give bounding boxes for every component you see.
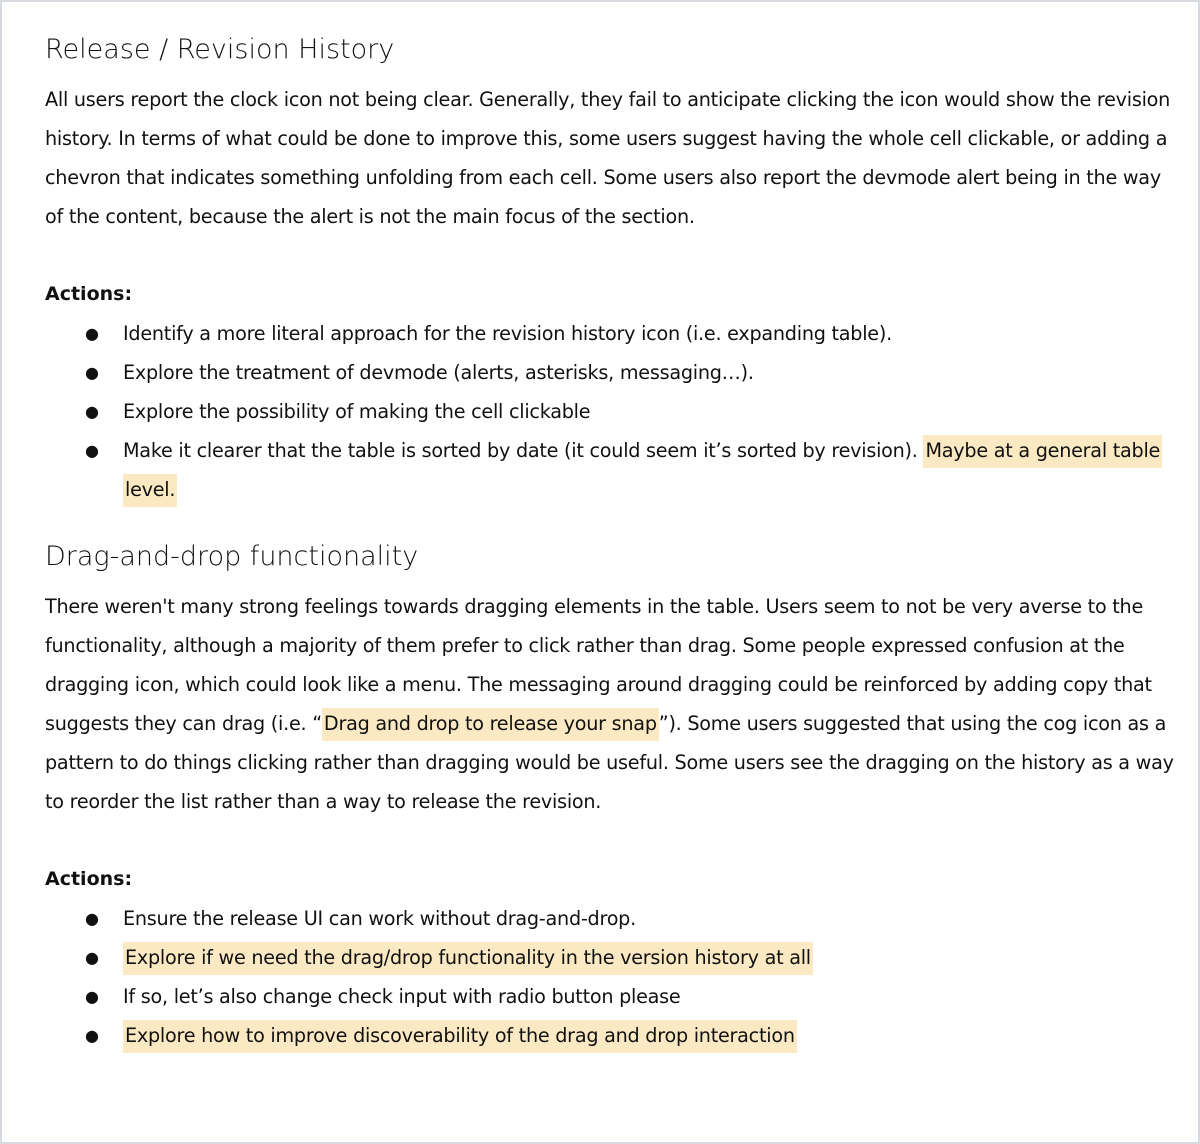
section-drag-and-drop [45,537,1178,1055]
list-item-text: If so, let’s also change check input with radio button please [123,985,681,1008]
bullet-icon: ● [85,987,99,1006]
paragraph-text: There weren't many strong feelings towards dragging elements in the table. Users seem to not be very averse to the functionality, although a majority of them prefer to click rather than drag. Some people expressed confusion at the dragging icon, which could look like a menu. The messaging around dragging could be reinforced by adding copy that suggests they can drag (i.e. “ [45,595,1152,735]
actions-label: Actions: [45,868,133,890]
paragraph-spacer [45,236,1178,275]
list-item-text: Ensure the release UI can work without drag-and-drop. [123,907,636,930]
list-item-text: Make it clearer that the table is sorted by date (it could seem it’s sorted by revision). [123,439,924,462]
list-item [45,392,1178,431]
bullet-icon: ● [85,324,99,343]
list-item-text: Identify a more literal approach for the revision history icon (i.e. expanding table). [123,322,892,345]
bullet-icon: ● [85,1026,99,1045]
paragraph-text: ”). Some users suggested that using the cog icon as a pattern to do things clicking rather than dragging would be useful. Some users see the dragging on the history as a way to reorder the list rather than a way to release the revision. [45,712,1174,813]
section-heading-drag-and-drop: Drag-and-drop functionality [45,541,419,572]
list-item [45,431,1178,509]
bullet-icon: ● [85,402,99,421]
list-item [45,938,1178,977]
section-paragraph-drag-and-drop [45,587,1178,821]
list-item [45,314,1178,353]
list-item [45,977,1178,1016]
bullet-icon: ● [85,441,99,460]
list-item [45,899,1178,938]
bullet-icon: ● [85,909,99,928]
highlighted-text: Explore how to improve discoverability of the drag and drop interaction [123,1020,797,1053]
section-heading-revision-history: Release / Revision History [45,34,395,65]
bullet-icon: ● [85,948,99,967]
section-release-revision-history [45,30,1178,509]
list-item [45,353,1178,392]
actions-label: Actions: [45,283,133,305]
highlighted-text: Explore if we need the drag/drop functionality in the version history at all [123,942,813,975]
list-item-text: Explore the treatment of devmode (alerts, asterisks, messaging…). [123,361,754,384]
highlighted-text: Maybe at a general table level. [123,435,1162,507]
actions-list-revision-history [45,314,1178,509]
actions-list-drag-and-drop [45,899,1178,1055]
paragraph-spacer [45,821,1178,860]
section-paragraph-revision-history: All users report the clock icon not being clear. Generally, they fail to anticipate clicking the icon would show the revision history. In terms of what could be done to improve this, some users suggest having the whole cell clickable, or adding a chevron that indicates something unfolding from each cell. Some users also report the devmode alert being in the way of the content, because the alert is not the main focus of the section. [45,88,1171,228]
highlighted-text: Drag and drop to release your snap [322,708,659,741]
bullet-icon: ● [85,363,99,382]
list-item [45,1016,1178,1055]
list-item-text: Explore the possibility of making the cell clickable [123,400,591,423]
